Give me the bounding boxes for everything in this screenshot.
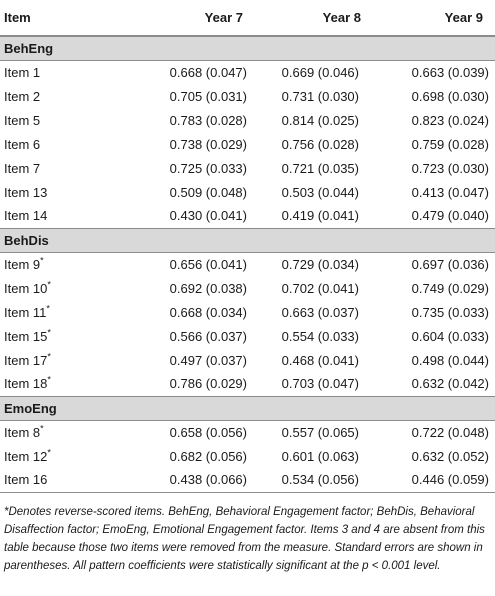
table-header (0, 0, 495, 36)
reverse-scored-mark: * (47, 447, 51, 458)
cell-year-8: 0.557 (0.065) (281, 424, 359, 440)
cell-year-8: 0.721 (0.035) (281, 160, 359, 176)
cell-year-8: 0.756 (0.028) (281, 136, 359, 152)
cell-item (0, 348, 120, 372)
cell-year-7: 0.566 (0.037) (169, 328, 247, 344)
section-label: BehEng (0, 36, 495, 60)
cell-year-7: 0.783 (0.028) (169, 112, 247, 128)
reverse-scored-mark: * (47, 374, 51, 385)
table-row (0, 252, 495, 276)
table-row (0, 132, 495, 156)
header-year-9: Year 9 (378, 0, 495, 36)
cell-year-7: 0.497 (0.037) (169, 352, 247, 368)
cell-year-7: 0.682 (0.056) (169, 448, 247, 464)
table-row (0, 84, 495, 108)
cell-year-9: 0.697 (0.036) (411, 256, 489, 272)
item-label: Item 18 (4, 376, 48, 392)
cell-year-7: 0.738 (0.029) (169, 136, 247, 152)
cell-year-8: 0.534 (0.056) (253, 468, 378, 492)
cell-year-7: 0.438 (0.066) (120, 468, 253, 492)
header-year-8: Year 8 (253, 0, 378, 36)
cell-year-7: 0.656 (0.041) (169, 256, 247, 272)
item-label: Item 17 (4, 352, 48, 368)
cell-year-8: 0.731 (0.030) (281, 88, 359, 104)
cell-year-9: 0.632 (0.042) (411, 376, 489, 392)
cell-item (0, 84, 120, 108)
cell-year-8: 0.601 (0.063) (281, 448, 359, 464)
cell-year-7: 0.692 (0.038) (169, 280, 247, 296)
cell-item (0, 132, 120, 156)
item-label: Item 15 (4, 328, 48, 344)
cell-item (0, 156, 120, 180)
cell-year-8: 0.703 (0.047) (281, 376, 359, 392)
cell-year-9: 0.698 (0.030) (411, 88, 489, 104)
reverse-scored-mark: * (46, 303, 50, 314)
table-row (0, 180, 495, 204)
item-label: Item 9 (4, 256, 41, 272)
cell-year-9: 0.663 (0.039) (411, 64, 489, 80)
cell-year-7: 0.725 (0.033) (169, 160, 247, 176)
header-item: Item (0, 0, 120, 36)
cell-year-8: 0.503 (0.044) (281, 184, 359, 200)
cell-year-8: 0.663 (0.037) (281, 304, 359, 320)
cell-item (0, 420, 120, 444)
cell-year-9: 0.413 (0.047) (411, 184, 489, 200)
section-label: EmoEng (0, 396, 495, 420)
cell-year-8: 0.669 (0.046) (281, 64, 359, 80)
cell-year-9: 0.479 (0.040) (411, 208, 489, 224)
item-label: Item 14 (4, 208, 48, 224)
header-year-7: Year 7 (120, 0, 253, 36)
reverse-scored-mark: * (47, 279, 51, 290)
item-label: Item 10 (4, 280, 48, 296)
cell-year-9: 0.823 (0.024) (411, 112, 489, 128)
cell-item (0, 372, 120, 396)
cell-year-8: 0.702 (0.041) (281, 280, 359, 296)
cell-year-7: 0.786 (0.029) (169, 376, 247, 392)
cell-year-7: 0.705 (0.031) (169, 88, 247, 104)
section-row-behdis (0, 228, 495, 252)
table-row (0, 468, 495, 492)
table-row (0, 324, 495, 348)
item-label: Item 2 (4, 88, 41, 104)
cell-item (0, 180, 120, 204)
table-row (0, 108, 495, 132)
reverse-scored-mark: * (47, 351, 51, 362)
table-row (0, 372, 495, 396)
table-body (0, 36, 495, 492)
cell-item (0, 300, 120, 324)
table-row (0, 276, 495, 300)
table-row (0, 348, 495, 372)
item-label: Item 6 (4, 136, 41, 152)
cell-item (0, 204, 120, 228)
item-label: Item 8 (4, 424, 41, 440)
cell-year-9: 0.498 (0.044) (411, 352, 489, 368)
cell-year-8: 0.814 (0.025) (281, 112, 359, 128)
cell-item (0, 108, 120, 132)
cell-year-8: 0.554 (0.033) (281, 328, 359, 344)
item-label: Item 13 (4, 184, 48, 200)
cell-year-9: 0.446 (0.059) (378, 468, 495, 492)
table-row (0, 156, 495, 180)
item-label: Item 12 (4, 448, 48, 464)
cell-year-7: 0.430 (0.041) (169, 208, 247, 224)
cell-year-7: 0.668 (0.047) (169, 64, 247, 80)
cell-year-8: 0.468 (0.041) (281, 352, 359, 368)
table-row (0, 444, 495, 468)
section-label: BehDis (0, 228, 495, 252)
cell-year-7: 0.668 (0.034) (169, 304, 247, 320)
cell-year-9: 0.735 (0.033) (411, 304, 489, 320)
cell-item (0, 60, 120, 84)
cell-year-9: 0.722 (0.048) (411, 424, 489, 440)
table-footnote: *Denotes reverse-scored items. BehEng, Behavioral Engagement factor; BehDis, Behavioral Disaffection factor; EmoEng, Emotional Engagement factor. Items 3 and 4 are absent from this table because those two items were removed from the measure. Standard errors are shown in parentheses. All pattern coefficients were statistically significant at the p < 0.001 level. (4, 505, 485, 572)
cell-item (0, 468, 120, 492)
section-row-emoeng (0, 396, 495, 420)
cell-year-9: 0.759 (0.028) (411, 136, 489, 152)
cell-year-9: 0.749 (0.029) (411, 280, 489, 296)
item-label: Item 1 (4, 64, 41, 80)
table-row (0, 420, 495, 444)
cell-year-9: 0.604 (0.033) (411, 328, 489, 344)
item-label: Item 7 (4, 160, 41, 176)
reverse-scored-mark: * (47, 327, 51, 338)
header-row (0, 0, 495, 36)
section-row-beheng (0, 36, 495, 60)
cell-year-8: 0.729 (0.034) (281, 256, 359, 272)
cell-item (0, 252, 120, 276)
cell-year-8: 0.419 (0.041) (281, 208, 359, 224)
cell-item (0, 276, 120, 300)
cell-year-9: 0.632 (0.052) (411, 448, 489, 464)
item-label: Item 5 (4, 112, 41, 128)
cell-year-9: 0.723 (0.030) (411, 160, 489, 176)
table-row (0, 204, 495, 228)
item-label: Item 16 (4, 472, 48, 488)
cell-year-7: 0.509 (0.048) (169, 184, 247, 200)
reverse-scored-mark: * (40, 423, 44, 434)
cell-item (0, 444, 120, 468)
item-label: Item 11 (4, 304, 47, 320)
table-row (0, 300, 495, 324)
table-row (0, 60, 495, 84)
cell-year-7: 0.658 (0.056) (169, 424, 247, 440)
reverse-scored-mark: * (40, 255, 44, 266)
cell-item (0, 324, 120, 348)
